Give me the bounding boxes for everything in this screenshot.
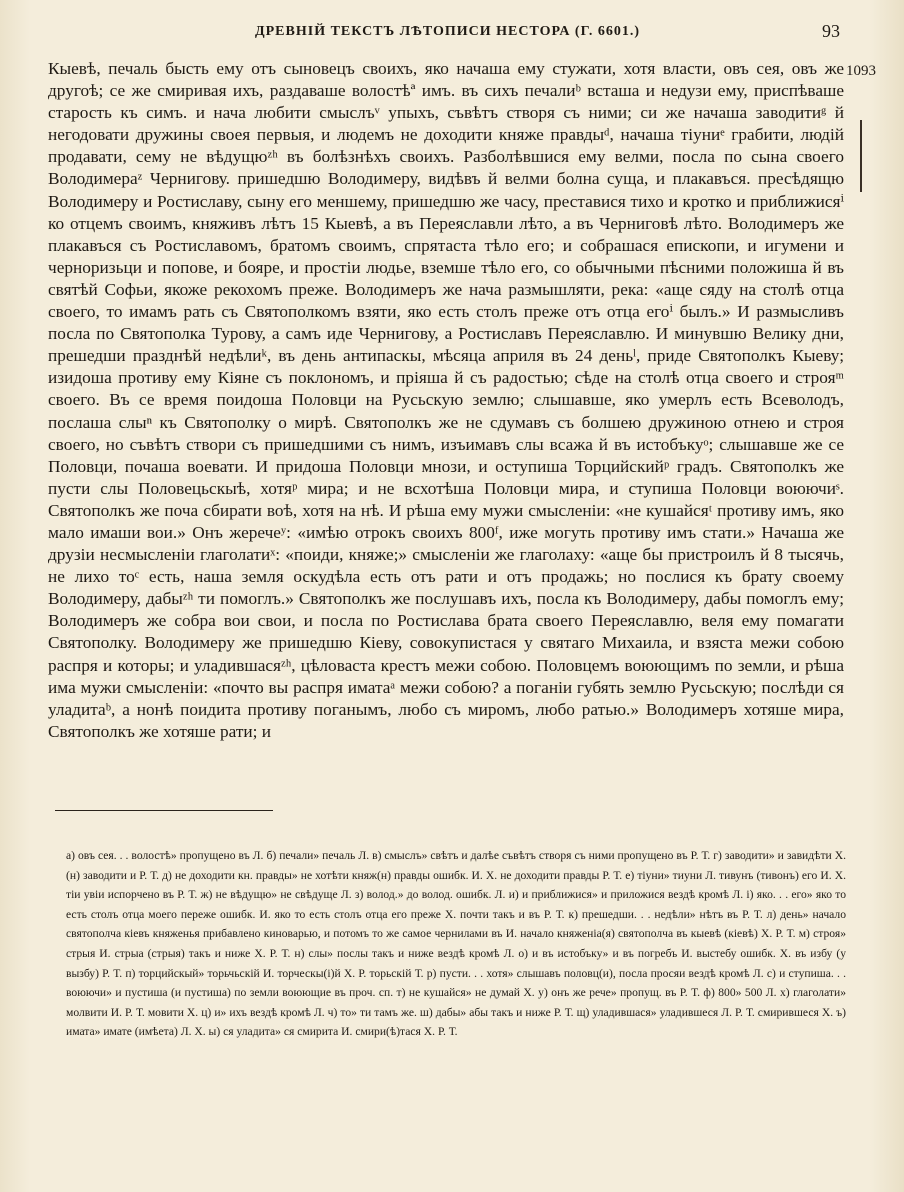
footnote-text: а) овъ сея. . . волостѣ» пропущено въ Л. б) печали» печаль Л. в) смыслъ» свѣтъ и далѣе съвѣтъ створя съ ними пропущено въ Р. Т. г) заводити» и завидѣти Х. (н) заводити и Р. Т. д) не доходити кн. правды» не хотѣти княж(н) правды ошибк. И. Х. не доходити правды Р. Т. е) тіуни» тиуни Л. тивунъ (тивонъ) его И. Х. тiи увіи испорчено въ Р. Т. ж) не вѣдущю» не свѣдуще Л. з) волод.» до волод. ошибк. Л. и) и приближися» и приложися вездѣ кромѣ Л. і) яко. . . его» яко то есть столъ отца моего переже ошибк. И. яко то есть столъ отца его преже Х. почти такъ и въ Р. Т. к) прешедши. . . недѣли» нѣтъ въ Р. Т. л) день» начало святополча кіевъ княженья прибавлено киноварью, и потомъ то же самое чернилами въ И. начало княженіа(я) святополча въ кыевѣ (кіевѣ) Х. Р. Т. м) строя» стрыя И. стрыа (стрыя) такъ и ниже Х. Р. Т. н) слы» послы такъ и ниже вездѣ кромѣ Л. о) и въ истобъку» и въ погребъ И. выстебу ошибк. Х. въ избу (у вызбу) Р. Т. п) торцийскый» торьчьскій И. торческы(і)й Х. Р. торьскій Т. р) пусти. . . хотя» слышавъ половц(и), посла просяи вездѣ кромѣ Л. с) и ступиша. . . воюючи» и пустиша (и пустиша) по земли воюющие въ проч. сп. т) не кушайся» не думай Х. у) онъ же рече» пропущ. въ Р. Т. ф) 800» 500 Л. х) глаголати» молвити И. Р. Т. мовити Х. ц) и» ихъ вездѣ кромѣ Л. ч) то» ти тамъ же. ш) дабы» абы такъ и ниже Р. Т. щ) уладившася» уладившеся Л. Р. Т. смирившеся Х. ъ) имата» имате (имѣета) Л. Х. ы) ся уладита» ся смирита И. смири(ѣ)тася Х. Р. Т. xyxy=(66,849,846,1039)
margin-bracket xyxy=(860,150,862,192)
footnotes xyxy=(66,846,846,1042)
page-number: 93 xyxy=(822,21,840,41)
running-header: ДРЕВНІЙ ТЕКСТЪ ЛѢТОПИСИ НЕСТОРА (Г. 6601.) xyxy=(255,24,641,39)
footnote-divider xyxy=(55,810,273,811)
body-paragraph: Кыевѣ, печаль бысть ему отъ сыновецъ своихъ, яко начаша ему стужати, хотя власти, овъ сея, овъ же другоѣ; се же смиривая ихъ, раздаваше волостѣª имъ. въ сихъ печалиᵇ всташа и недузи ему, приспѣваше старость къ симъ. и нача любити смыслъᵛ упыхъ, съвѣтъ створя съ ними; си же начаша заводитиᵍ й негодовати дружины своея первыя, и людемъ не доходити княже правдыᵈ, начаша тіуниᵉ грабити, людій продавати, сему не вѣдущюᶻʰ въ болѣзнѣхъ своихъ. Разболѣвшися ему велми, посла по сына своего Володимераᶻ Чернигову. пришедшю Володимеру, видѣвъ й велми болна суща, и плакавъся. пресѣдящю Володимеру и Ростиславу, сыну его меншему, пришедшю же часу, преставися тихо и кротко и приближисяⁱ ко отцемъ своимъ, княживъ лѣтъ 15 Кыевѣ, а въ Переяславли лѣто, а въ Черниговѣ лѣто. Володимеръ же плакавъся съ Ростиславомъ, братомъ своимъ, спрятаста тѣло его; и собрашася епископи, и игумени и черноризьци и попове, и бояре, и простіи людье, вземше тѣло его, со обычными пѣсними положиша й въ святѣй Софьи, якоже рекохомъ преже. Володимеръ же нача размышляти, река: «аще сяду на столѣ отца своего, то имамъ рать съ Святополкомъ взяти, яко есть столъ преже отъ отца егоⁱ былъ.» И размысливъ посла по Святополка Турову, а самъ иде Чернигову, а Ростиславъ Переяславлю. И минувшю Велику дни, прешедши празднѣй недѣлиᵏ, въ день антипаскы, мѣсяца априля въ 24 деньˡ, приде Святополкъ Кыеву; изидоша противу ему Кіяне съ поклономъ, и пріяша й съ радостью; сѣде на столѣ отца своего и строяᵐ своего. Въ се время поидоша Половци на Русьскую землю; слышавше, яко умерлъ есть Всеволодъ, послаша слыⁿ къ Святополку о мирѣ. Святополкъ же не сдумавъ съ болшею дружиною отнею и строя своего, но съвѣтъ створи съ пришедшими съ нимъ, изъимавъ слы всажа й въ истобъкуᵒ; слышавше же се Половци, почаша воевати. И придоша Половци мнози, и оступиша Торцийскийᵖ градъ. Святополкъ же пусти слы Половецьскыѣ, хотяᵖ мира; и не всхотѣша Половци мира, и ступиша Половци воюючиˢ. Святополкъ же поча сбирати воѣ, хотя на нѣ. И рѣша ему мужи смысленіи: «не кушайсяᵗ противу имъ, яко мало имаши вои.» Онъ жеречеʸ: «имѣю отрокъ своихъ 800ᶠ, иже могуть противу имъ стати.» Начаша же друзіи несмысленіи глаголатиˣ: «поиди, княже;» смысленіи же глаголаху: «аще бы пристроилъ й 8 тысячь, не лихо тоᶜ есть, наша земля оскудѣла есть отъ рати и отъ продажь; но послися къ брату своему Володимеру, дабыᶻʰ ти помоглъ.» Святополкъ же послушавъ ихъ, посла къ Володимеру, дабы помоглъ ему; Володимеръ же собра вои свои, и посла по Ростислава брата своего Переяславлю, веля ему помагати Святополку. Володимеру же пришедшю Кіеву, совокупистася у святаго Михаила, и взяста межи собою распря и которы; и уладившасяᶻʰ, цѣловаста крестъ межи собою. Половцемъ воюющимъ по земли, и рѣша има мужи смысленіи: «почто вы распря иматаᵃ межи собою? а поганіи губять землю Русьскую; послѣди ся уладитаᵇ, а нонѣ поидита противу поганымъ, любо съ миромъ, любо ратью.» Володимеръ хотяше мира, Святополкъ же хотяше рати; и xyxy=(48,59,844,741)
main-text xyxy=(48,58,844,743)
margin-year: 1093 xyxy=(846,63,876,79)
